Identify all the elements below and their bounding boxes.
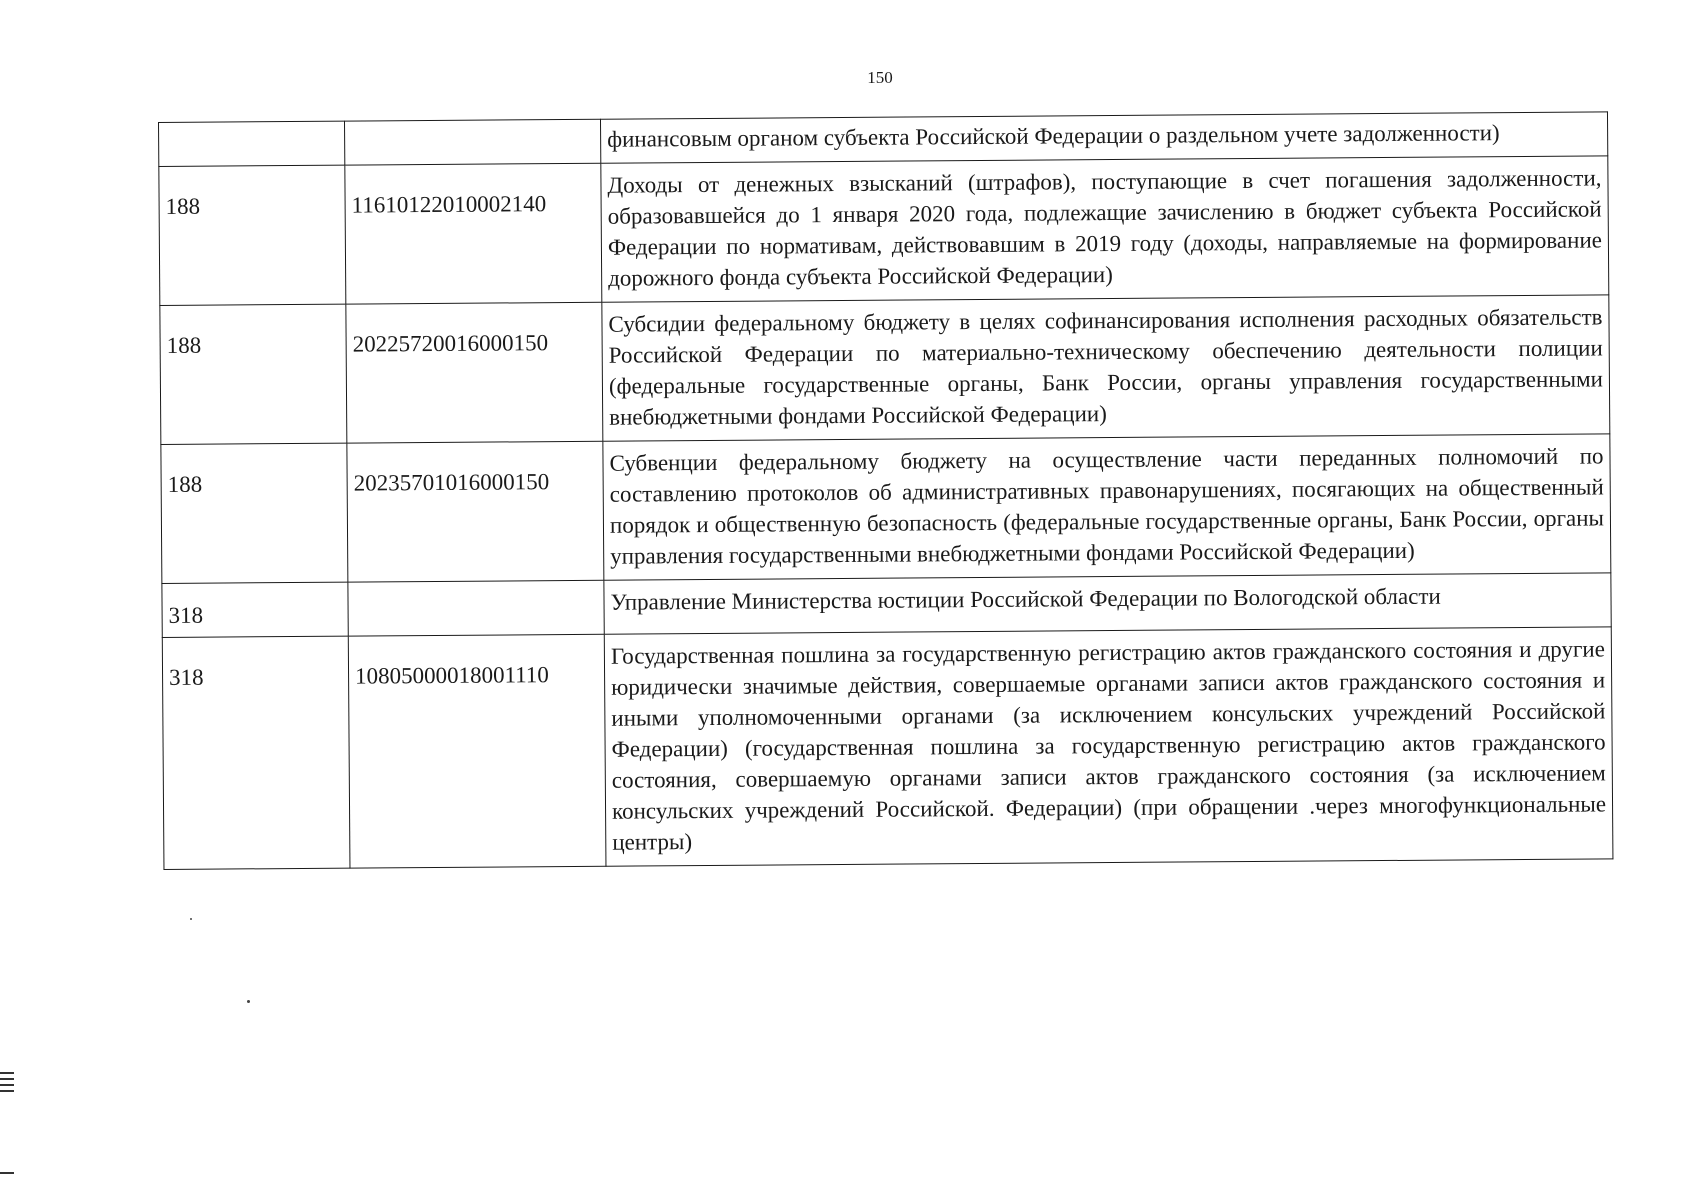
- scan-speck: [190, 918, 192, 920]
- revenue-description-cell: Субвенции федеральному бюджету на осуществление части переданных полномочий по составлению протоколов об административных правонарушениях, посягающих на общественный порядок и общественную безопасность (федеральные государственные органы, Банк России, органы управления государственными внебюджетными фондами Российской Федерации): [603, 434, 1611, 580]
- budget-classification-code-cell: [348, 580, 604, 636]
- binding-mark: [0, 1072, 14, 1074]
- budget-classification-code-cell: 10805000018001110: [348, 634, 606, 868]
- table-row: [161, 434, 1611, 584]
- admin-code-cell: 318: [162, 582, 348, 637]
- revenue-description-cell: Государственная пошлина за государственную регистрацию актов гражданского состояния и другие юридически значимые действия, совершаемые органами записи актов гражданского состояния и иными уполномоченными органами (за исключением консульских учреждений Российской Федерации) (государственная пошлина за государственную регистрацию актов гражданского состояния, совершаемую органами записи актов гражданского состояния (за исключением консульских учреждений Российской. Федерации) (при обращении .через многофункциональные центры): [604, 627, 1613, 866]
- revenue-description-cell: Доходы от денежных взысканий (штрафов), поступающие в счет погашения задолженности, образовавшейся до 1 января 2020 года, подлежащие зачислению в бюджет субъекта Российской Федерации по нормативам, действовавшим в 2019 году (доходы, направляемые на формирование дорожного фонда субъекта Российской Федерации): [601, 156, 1609, 302]
- binding-mark: [0, 1084, 14, 1086]
- budget-classification-code-cell: 11610122010002140: [345, 163, 602, 304]
- page-number: 150: [867, 68, 893, 87]
- binding-mark: [0, 1078, 14, 1080]
- budget-classification-code-cell: [344, 119, 600, 165]
- budget-code-table: [158, 111, 1613, 870]
- revenue-description-cell: Управление Министерства юстиции Российской Федерации по Вологодской области: [604, 573, 1611, 634]
- admin-code-cell: 188: [161, 443, 348, 583]
- revenue-description-cell: финансовым органом субъекта Российской Федерации о раздельном учете задолженности): [600, 112, 1607, 163]
- budget-classification-code-cell: 20235701016000150: [347, 441, 604, 582]
- admin-code-cell: 318: [162, 636, 350, 869]
- admin-code-cell: [159, 121, 345, 166]
- table-row: [159, 156, 1609, 306]
- table-row: [162, 627, 1613, 870]
- admin-code-cell: 188: [160, 304, 347, 444]
- scan-speck: [247, 1000, 250, 1003]
- table-row: [160, 295, 1610, 445]
- budget-classification-code-cell: 20225720016000150: [346, 302, 603, 443]
- revenue-description-cell: Субсидии федеральному бюджету в целях софинансирования исполнения расходных обязательств Российской Федерации по материально-техническому обеспечению деятельности полиции (федеральные государственные органы, Банк России, органы управления государственными внебюджетными фондами Российской Федерации): [602, 295, 1610, 441]
- admin-code-cell: 188: [159, 165, 346, 305]
- binding-mark: [0, 1172, 14, 1174]
- binding-mark: [0, 1090, 14, 1092]
